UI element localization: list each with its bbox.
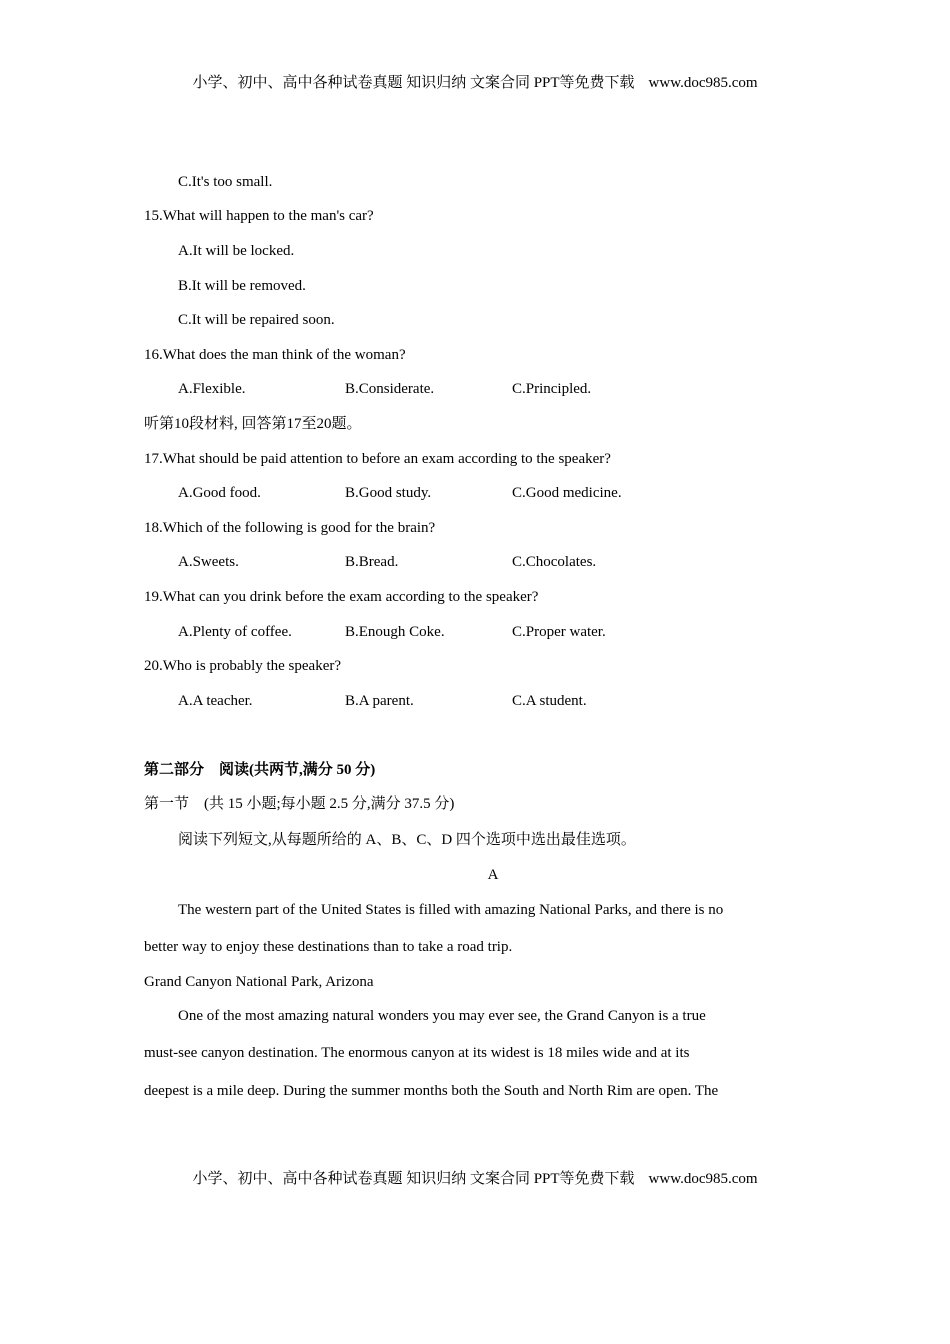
passage-label: A [487, 867, 499, 883]
q19-option-a: A.Plenty of coffee. [178, 624, 292, 640]
q16-stem: 16.What does the man think of the woman? [144, 347, 406, 363]
q19-option-c: C.Proper water. [512, 624, 606, 640]
paragraph2-line1: One of the most amazing natural wonders you may ever see, the Grand Canyon is a true [178, 1008, 706, 1024]
q19-stem: 19.What can you drink before the exam according to the speaker? [144, 589, 539, 605]
q20-option-a: A.A teacher. [178, 693, 253, 709]
q17-option-a: A.Good food. [178, 485, 261, 501]
page-footer [0, 1169, 950, 1189]
q19-option-b: B.Enough Coke. [345, 624, 445, 640]
q15-option-c: C.It will be repaired soon. [178, 312, 335, 328]
part2-title: 第二部分 阅读(共两节,满分 50 分) [144, 762, 376, 778]
paragraph1-line2: better way to enjoy these destinations than to take a road trip. [144, 939, 513, 955]
q14-option-c: C.It's too small. [178, 174, 273, 190]
q16-option-a: A.Flexible. [178, 381, 246, 397]
part2-section1: 第一节 (共 15 小题;每小题 2.5 分,满分 37.5 分) [144, 796, 455, 812]
q15-stem: 15.What will happen to the man's car? [144, 208, 374, 224]
q18-option-b: B.Bread. [345, 554, 399, 570]
paragraph2-line2: must-see canyon destination. The enormous canyon at its widest is 18 miles wide and at its [144, 1045, 690, 1061]
paragraph2-line3: deepest is a mile deep. During the summer months both the South and North Rim are open. The [144, 1083, 719, 1099]
q16-option-c: C.Principled. [512, 381, 592, 397]
part2-instruction: 阅读下列短文,从每题所给的 A、B、C、D 四个选项中选出最佳选项。 [178, 832, 636, 848]
q15-option-a: A.It will be locked. [178, 243, 295, 259]
section10-instruction: 听第10段材料, 回答第17至20题。 [144, 416, 362, 432]
page-header [0, 73, 950, 93]
q17-option-c: C.Good medicine. [512, 485, 622, 501]
header-url[interactable]: www.doc985.com [648, 75, 758, 91]
paragraph1-line1: The western part of the United States is filled with amazing National Parks, and there is no [178, 902, 724, 918]
footer-url[interactable]: www.doc985.com [648, 1171, 758, 1187]
q20-option-b: B.A parent. [345, 693, 414, 709]
footer-text: 小学、初中、高中各种试卷真题 知识归纳 文案合同 PPT等免费下载 [192, 1171, 635, 1187]
q17-option-b: B.Good study. [345, 485, 432, 501]
q20-option-c: C.A student. [512, 693, 587, 709]
header-text: 小学、初中、高中各种试卷真题 知识归纳 文案合同 PPT等免费下载 [192, 75, 635, 91]
q18-stem: 18.Which of the following is good for the brain? [144, 520, 436, 536]
q16-option-b: B.Considerate. [345, 381, 435, 397]
q18-option-a: A.Sweets. [178, 554, 239, 570]
q15-option-b: B.It will be removed. [178, 278, 306, 294]
q17-stem: 17.What should be paid attention to before an exam according to the speaker? [144, 451, 611, 467]
q20-stem: 20.Who is probably the speaker? [144, 658, 342, 674]
q18-option-c: C.Chocolates. [512, 554, 597, 570]
subheading: Grand Canyon National Park, Arizona [144, 974, 374, 990]
